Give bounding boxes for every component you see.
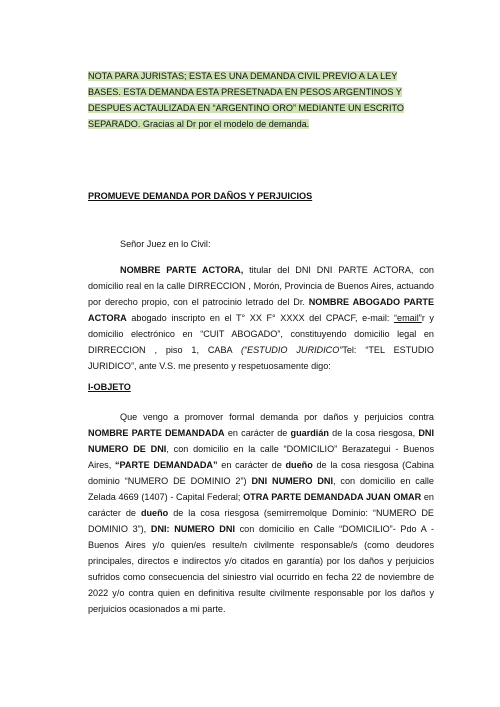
note-line-2: BASES. ESTA DEMANDA ESTA PRESETNADA EN PESOS ARGENTINOS Y [88,87,402,97]
intro-text-4: Tel: “TEL ESTUDIO JURIDICO”, ante V.S. me presento y respetuosamente digo: [88,345,434,371]
role-guardian: guardián [290,428,329,438]
objeto-text-10: con domicilio en Calle “DOMICILIO”- Pdo A - Buenos Aires y/o quien/es resulte/n civilmente responsable/s (como deudores principales, directos e indirectos y/o citados en garantía) por los daños y perjuicios sufridos como consecuencia del siniestro vial ocurrido en fecha 22 de noviembre de 2022 y/o contra quien en definitiva resulte civilmente responsable por los daños y perjuicios ocasionados a mi parte. [88,524,434,614]
objeto-text-5: en carácter de [217,460,286,470]
objeto-text-4: , con domicilio en la calle “DOMICILIO” Berazategui - Buenos Aires, [88,444,434,470]
objeto-paragraph [88,409,434,617]
note-line-4: SEPARADO. Gracias al Dr por el modelo de demanda. [88,119,310,129]
actor-name: NOMBRE PARTE ACTORA, [120,265,244,275]
document-title: PROMUEVE DEMANDA POR DAÑOS Y PERJUICIOS [88,191,313,201]
objeto-text-8: en carácter de [88,492,434,518]
intro-text-3: r y domicilio electrónico en “CUIT ABOGADO”, constituyendo domicilio legal en DIRRECCION , piso 1, CABA [88,313,434,355]
defendant-name: NOMBRE PARTE DEMANDADA [88,428,225,438]
third-defendant: OTRA PARTE DEMANDADA JUAN OMAR [243,492,422,502]
second-defendant-dni: DNI NUMERO DNI [251,476,333,486]
salutation: Señor Juez en lo Civil: [120,239,211,249]
intro-paragraph [88,262,434,374]
intro-text-2: abogado inscripto en el T° XX F° XXXX del CPACF, e-mail: [126,313,395,323]
objeto-text-9: de la cosa riesgosa (semirremolque Dominio: “NUMERO DE DOMINIO 3”), [88,508,434,534]
objeto-text-6: de la cosa riesgosa (Cabina dominio “NUMERO DE DOMINIO 2”) [88,460,434,486]
studio-name: (“ESTUDIO JURIDICO” [240,345,343,355]
third-defendant-dni: DNI: NUMERO DNI [150,524,235,534]
objeto-text-3: de la cosa riesgosa, [328,428,419,438]
note-line-1: NOTA PARA JURISTAS; ESTA ES UNA DEMANDA CIVIL PREVIO A LA LEY [88,71,398,81]
lawyer-name: NOMBRE ABOGADO PARTE ACTORA [88,297,435,323]
role-owner-1: dueño [285,460,313,470]
note-line-3: DESPUES ACTAULIZADA EN “ARGENTINO ORO” MEDIANTE UN ESCRITO [88,103,404,113]
email-link[interactable]: “email” [394,313,422,323]
objeto-text-1: Que vengo a promover formal demanda por daños y perjuicios contra [120,412,434,422]
defendant-dni: DNI NUMERO DE DNI [88,428,434,454]
objeto-text-2: en carácter de [224,428,291,438]
objeto-text-7: , con domicilio en calle Zelada 4669 (1407) - Capital Federal; [88,476,434,502]
second-defendant: “PARTE DEMANDADA” [114,460,218,470]
intro-text-1: titular del DNI DNI PARTE ACTORA, con domicilio real en la calle DIRRECCION , Morón, Provincia de Buenos Aires, actuando por derecho propio, con el patrocinio letrado del Dr. [88,265,434,307]
jurist-note [88,68,434,132]
section-heading-objeto: I-OBJETO [88,382,131,392]
role-owner-2: dueño [140,508,169,518]
